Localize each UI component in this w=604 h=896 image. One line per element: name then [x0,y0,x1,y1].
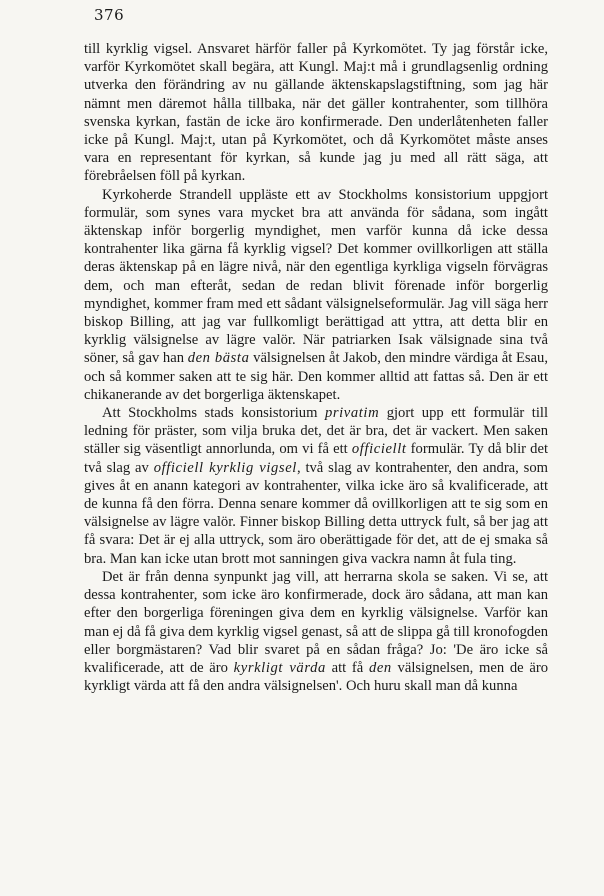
emphasized-text: officiellt [351,441,407,458]
paragraph [84,40,548,186]
text-run: välsignelsen, men de äro kyrkligt värda att få den andra välsignelsen'. Och huru skall man då kunna [84,659,549,695]
text-run: att få [325,659,369,676]
text-run: formulär. Ty då blir det två slag av [84,441,548,476]
paragraph [84,568,548,695]
text-run: , två slag av kontrahenter, den andra, som gives åt en anann kategori av kontrahenter, vilka icke äro så kvalificerade, att de kunna få den förra. Denna senare kommer då ovillkorligen att te sig som en välsignelse av lägre valör. Finner biskop Billing detta uttryck fult, så ber jag att få svara: Det är ej alla uttryck, som äro oberättigade för det, att de ej smaka så bra. Man kan icke utan brott mot sanningen giva vackra namn åt fula ting. [84,459,548,567]
emphasized-text: den [368,659,392,676]
text-run: välsignelsen åt Jakob, den mindre värdiga åt Esau, och så kommer saken att te sig här. Den kommer alltid att fattas så. Den är ett chikanerande av det borgerliga äktenskapet. [84,350,548,403]
text-run: Att Stockholms stads konsistorium [102,405,325,422]
paragraph [84,186,548,404]
page-number: 376 [94,6,125,24]
body-text [84,40,548,695]
emphasized-text: den bästa [187,350,250,367]
text-run: Det är från denna synpunkt jag vill, att herrarna skola se saken. Vi se, att dessa kontrahenter, som icke äro konfirmerade, dock äro sådana, att man kan efter den borgerliga föreningen giva dem en kyrklig välsignelse. Varför kan man ej då få giva dem kyrklig vigsel genast, så att de slippa gå till kronofogden eller borgmästaren? Vad blir svaret på en sådan fråga? Jo: 'De äro icke så kvalificerade, att de äro [84,568,548,676]
emphasized-text: kyrkligt värda [233,659,326,676]
text-run: gjort upp ett formulär till ledning för präster, som vilja bruka det, det är bra, det är vackert. Men saken ställer sig väsentligt annorlunda, om vi få ett [84,405,548,458]
emphasized-text: privatim [324,405,380,422]
text-run: till kyrklig vigsel. Ansvaret härför faller på Kyrkomötet. Ty jag förstår icke, varför Kyrkomötet skall begära, att Kungl. Maj:t må i grundlagsenlig ordning utverka den förändring av nu gällande äktenskapslagstiftning, som jag här nämnt men däremot hålla tillbaka, när det gäller kontrahenter, som tillhöra svenska kyrkan, fastän de icke äro konfirmerade. Den underlåtenheten faller icke på Kungl. Maj:t, utan på Kyrkomötet, och då Kyrkomötet måste anses vara en representant för kyrkan, så kunde jag ju med all rätt säga, att förebråelsen föll på kyrkan. [84,41,548,185]
paragraph [84,404,548,568]
text-run: Kyrkoherde Strandell uppläste ett av Stockholms konsistorium uppgjort formulär, som synes vara mycket bra att använda för sådana, som ingått äktenskap inför borgerlig myndighet, men varför kunna då icke dessa kontrahenter lika gärna få kyrklig vigsel? Det kommer ovillkorligen att ställa deras äktenskap på en lägre nivå, när den egentliga kyrkliga vigseln förvägras dem, och man efteråt, sedan de redan blivit förenade inför borgerlig myndighet, kommer fram med ett sådant välsignelseformulär. Jag vill säga herr biskop Billing, att jag var fullkomligt berättigad att yttra, att detta blir en kyrklig välsignelse av lägre valör. När patriarken Isak välsignade sina två söner, så gav han [84,186,548,367]
emphasized-text: officiell kyrklig vigsel [153,459,297,476]
